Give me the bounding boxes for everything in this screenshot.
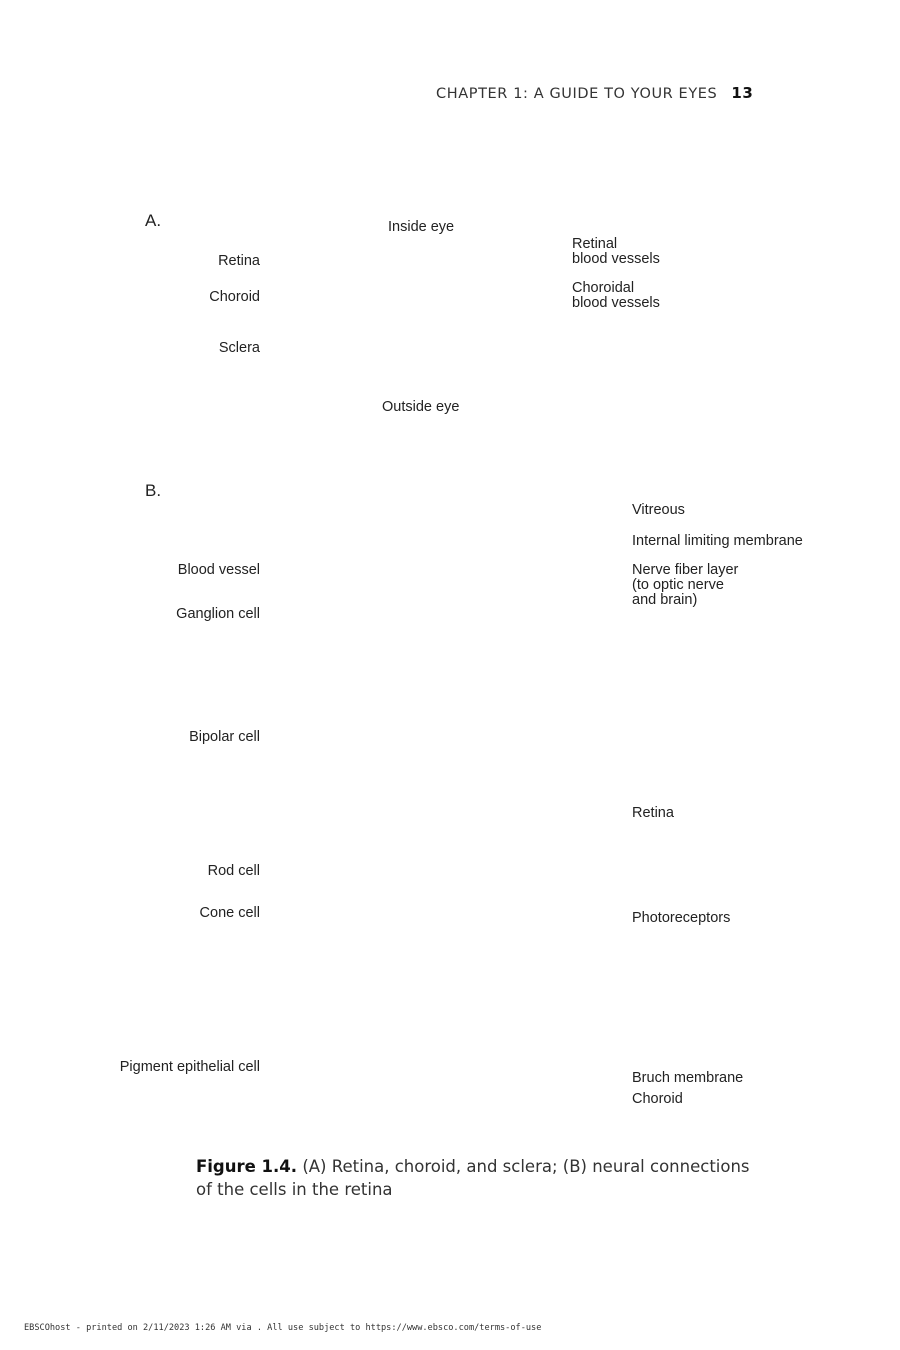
sclera-label-a: Sclera: [218, 340, 260, 356]
cone-cell-label: Cone cell: [199, 905, 260, 921]
figure-number: Figure 1.4.: [196, 1157, 298, 1176]
blood-vessel-label: Blood vessel: [177, 562, 260, 578]
photoreceptors-label: Photoreceptors: [632, 910, 731, 926]
bipolar-cell-label: Bipolar cell: [189, 729, 260, 745]
retinal-blood-vessels-label: Retinal blood vessels: [572, 236, 660, 267]
panel-a-label: A.: [145, 211, 162, 230]
inside-eye-label: Inside eye: [388, 219, 455, 235]
internal-limiting-membrane-label: Internal limiting membrane: [632, 533, 803, 549]
retina-label-b: Retina: [632, 805, 674, 821]
outside-eye-label: Outside eye: [382, 399, 460, 415]
nerve-fiber-layer-label: Nerve fiber layer (to optic nerve and brain): [632, 562, 739, 608]
choroid-label-b: Choroid: [632, 1091, 683, 1107]
pigment-epithelial-cell-label: Pigment epithelial cell: [119, 1059, 260, 1075]
print-footer: EBSCOhost - printed on 2/11/2023 1:26 AM via . All use subject to https://www.ebsco.com/terms-of-use: [24, 1323, 542, 1333]
bruch-membrane-label: Bruch membrane: [632, 1070, 744, 1086]
figure-caption: [196, 1155, 756, 1201]
running-header: [436, 84, 753, 102]
figure-caption-text: (A) Retina, choroid, and sclera; (B) neural connections of the cells in the retina: [196, 1157, 750, 1199]
ganglion-cell-label: Ganglion cell: [176, 606, 260, 622]
retina-label-a: Retina: [218, 253, 260, 269]
vitreous-label: Vitreous: [632, 502, 685, 518]
choroidal-blood-vessels-label: Choroidal blood vessels: [572, 280, 660, 311]
page-number: 13: [731, 84, 754, 102]
rod-cell-label: Rod cell: [207, 863, 260, 879]
choroid-label-a: Choroid: [209, 289, 260, 305]
panel-b-label: B.: [145, 481, 162, 500]
chapter-title: CHAPTER 1: A GUIDE TO YOUR EYES: [436, 86, 718, 102]
